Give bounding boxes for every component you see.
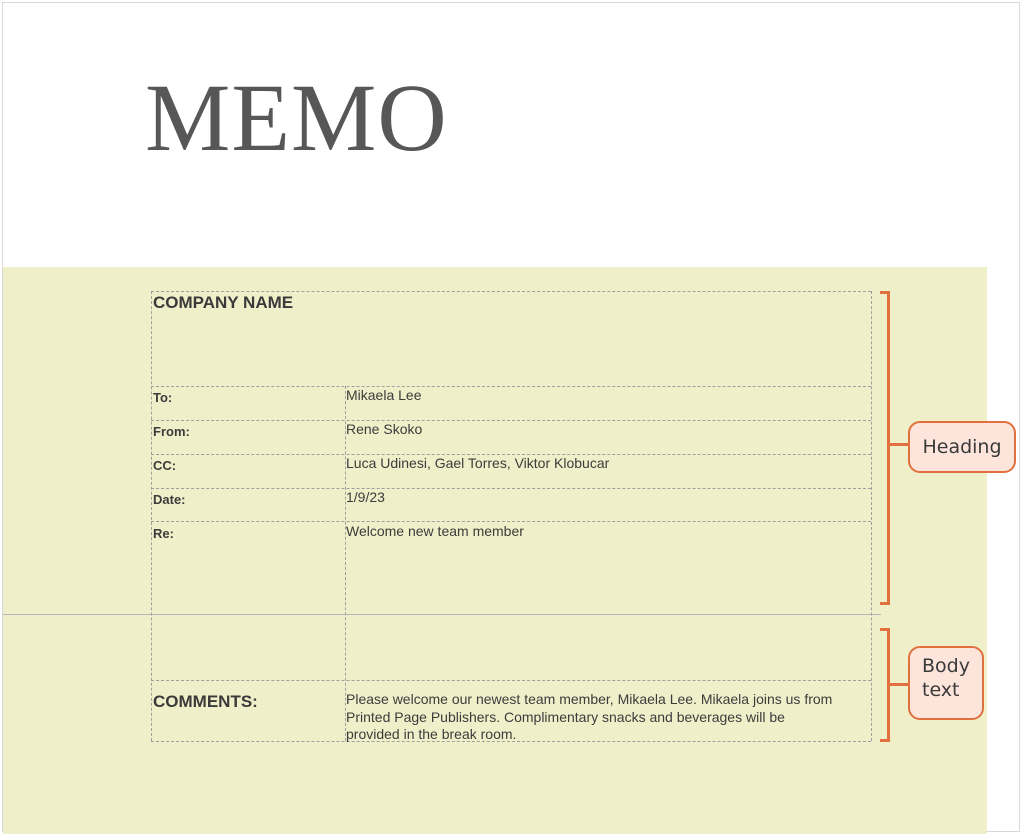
table-row-border [151,521,871,522]
table-border-right [871,291,872,741]
body-callout-text: Body [922,655,970,677]
heading-bracket [880,291,890,605]
table-row-border [151,420,871,421]
table-border-top [151,291,871,292]
comments-label: COMMENTS: [153,692,258,711]
heading-callout-connector [890,443,910,446]
table-row-border [151,488,871,489]
field-value-date[interactable]: 1/9/23 [346,489,385,505]
table-row-border [151,386,871,387]
field-value-from[interactable]: Rene Skoko [346,421,423,437]
body-callout-text: text [922,679,960,701]
body-text-callout [908,646,984,720]
table-column-divider [345,386,346,741]
field-value-to[interactable]: Mikaela Lee [346,387,422,403]
field-value-re[interactable]: Welcome new team member [346,523,524,539]
table-border-left [151,291,152,741]
table-row-border [151,680,871,681]
body-callout-connector [890,683,910,686]
field-label-date: Date: [153,492,186,507]
field-label-cc: CC: [153,458,177,473]
comments-line: Printed Page Publishers. Complimentary snacks and beverages will be [346,709,785,725]
field-label-from: From: [153,424,190,439]
section-divider [3,614,881,615]
field-label-to: To: [153,390,173,405]
comments-line: provided in the break room. [346,726,517,742]
comments-line: Please welcome our newest team member, Mikaela Lee. Mikaela joins us from [346,691,833,707]
field-value-cc[interactable]: Luca Udinesi, Gael Torres, Viktor Klobucar [346,455,610,471]
heading-callout-text: Heading [922,436,1002,458]
heading-callout [908,421,1016,473]
body-text-bracket [880,628,890,742]
memo-title: MEMO [145,64,448,171]
company-name[interactable]: COMPANY NAME [153,293,294,312]
field-label-re: Re: [153,526,174,541]
